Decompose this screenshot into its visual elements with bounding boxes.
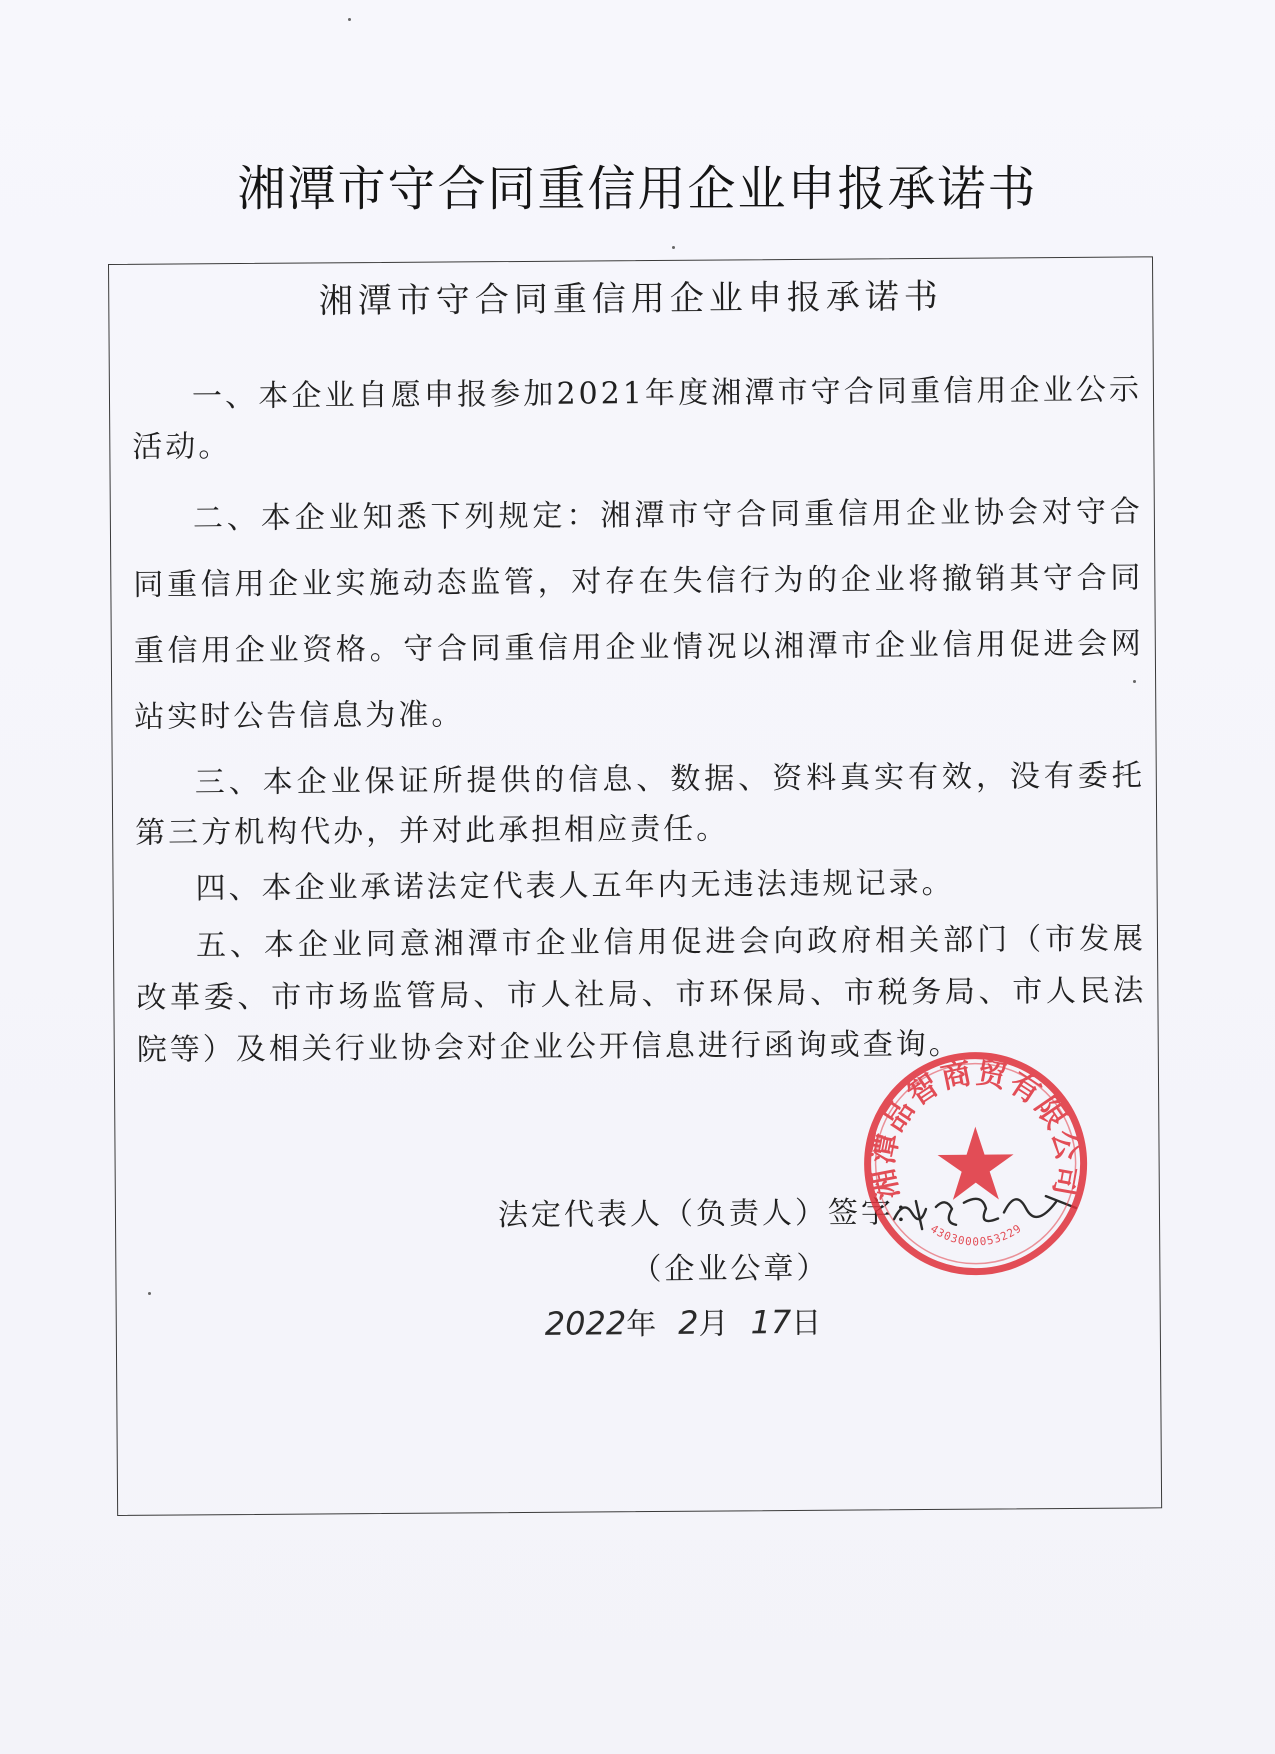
- date-day-unit: 日: [791, 1305, 822, 1342]
- signing-date: [545, 1298, 822, 1344]
- document-title: 湘潭市守合同重信用企业申报承诺书: [237, 161, 1038, 217]
- date-month-unit: 月: [698, 1306, 729, 1342]
- clause-2: 二、本企业知悉下列规定：湘潭市守合同重信用企业协会对守合同重信用企业实施动态监管，对存在失信行为的企业将撤销其守合同重信用企业资格。守合同重信用企业情况以湘潭市企业信用促进会网站实时公告信息为准。: [133, 494, 1144, 735]
- commitment-frame: [108, 256, 1162, 1516]
- clause-4: 四、本企业承诺法定代表人五年内无违法违规记录。: [195, 865, 955, 907]
- seal-star: [937, 1126, 1014, 1200]
- date-day: 17: [750, 1303, 792, 1342]
- date-year-unit: 年: [626, 1307, 657, 1343]
- frame-title: 湘潭市守合同重信用企业申报承诺书: [318, 276, 943, 322]
- clause-1: 一、本企业自愿申报参加2021年度湘潭市守合同重信用企业公示活动。: [132, 372, 1143, 465]
- seal-code: 4303000053229: [928, 1221, 1025, 1249]
- date-month: 2: [678, 1303, 699, 1342]
- date-year: 2022: [544, 1304, 627, 1343]
- seal-note: （企业公章）: [631, 1250, 830, 1288]
- seal-company: 湘潭品智商贸有限公司: [865, 1055, 1086, 1203]
- scan-speck: [348, 18, 351, 21]
- seal-code-text: [928, 1222, 1024, 1249]
- company-seal-stamp: [860, 1048, 1092, 1280]
- clause-3: 三、本企业保证所提供的信息、数据、资料真实有效，没有委托第三方机构代办，并对此承担相应责任。: [135, 758, 1145, 851]
- commitment-body: [132, 365, 1147, 1076]
- signature-label: 法定代表人（负责人）签字：: [497, 1195, 928, 1234]
- clause-5: 五、本企业同意湘潭市企业信用促进会向政府相关部门（市发展改革委、市市场监管局、市人社局、市环保局、市税务局、市人民法院等）及相关行业协会对企业公开信息进行函询或查询。: [136, 921, 1147, 1068]
- scan-speck: [672, 246, 675, 249]
